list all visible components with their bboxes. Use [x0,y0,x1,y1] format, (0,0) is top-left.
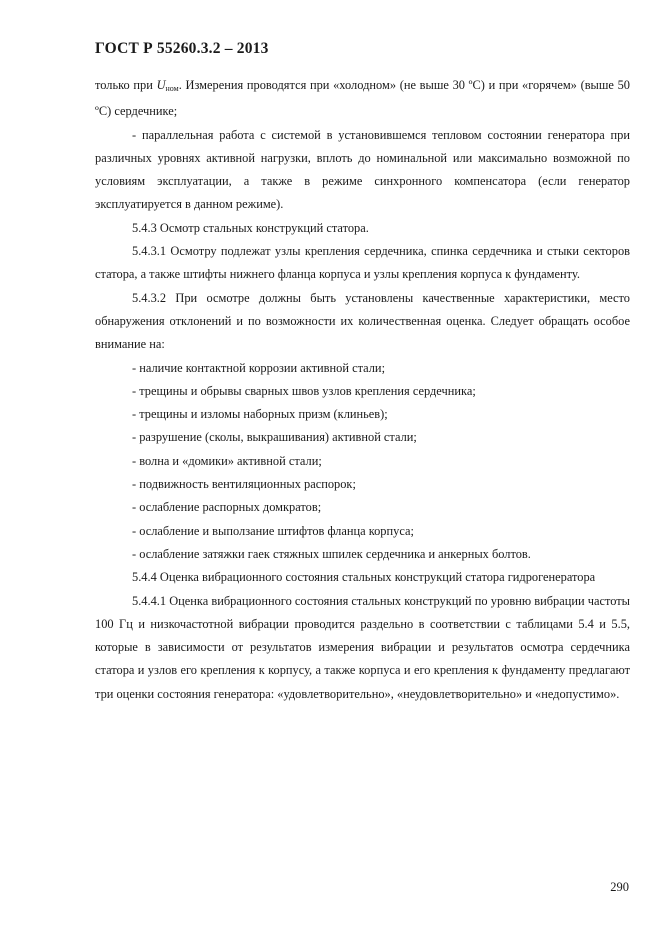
paragraph-text: только при [95,78,157,92]
list-item: - ослабление распорных домкратов; [132,500,322,515]
list-item: - ослабление затяжки гаек стяжных шпилек сердечника и анкерных болтов. [132,546,531,561]
list-item: - разрушение (сколы, выкрашивания) активной стали; [132,430,417,445]
document-header: ГОСТ Р 55260.3.2 – 2013 [95,40,269,57]
list-item: - подвижность вентиляционных распорок; [132,477,356,492]
section-heading-5-4-3: 5.4.3 Осмотр стальных конструкций статора. [132,220,369,235]
paragraph-5-4-3-1: 5.4.3.1 Осмотру подлежат узлы крепления сердечника, спинка сердечника и стыки секторов статора, а также штифты нижнего фланца корпуса и узлы крепления корпуса к фундаменту. [95,244,630,282]
voltage-symbol: U [156,78,166,92]
document-body [95,74,630,706]
list-item: - трещины и обрывы сварных швов узлов крепления сердечника; [132,383,476,398]
voltage-subscript: ном [165,84,179,93]
list-item: - наличие контактной коррозии активной стали; [132,360,386,375]
paragraph-5-4-3-2: 5.4.3.2 При осмотре должны быть установлены качественные характеристики, место обнаружения отклонений и по возможности их количественная оценка. Следует обращать особое внимание на: [95,290,630,352]
paragraph-5-4-4-1: 5.4.4.1 Оценка вибрационного состояния стальных конструкций по уровню вибрации частоты 100 Гц и низкочастотной вибрации проводится раздельно в соответствии с таблицами 5.4 и 5.5, которые в зависимости от результатов измерения вибрации и результатов осмотра сердечника статора и узлов его крепления к корпусу, а также корпуса и его крепления к фундаменту предлагают три оценки состояния генератора: «удовлетворительно», «неудовлетворительно» и «недопустимо». [95,593,630,701]
list-item: - трещины и изломы наборных призм (клиньев); [132,407,388,422]
paragraph-measurement-conditions [95,74,630,124]
list-item: - ослабление и выползание штифтов фланца корпуса; [132,523,414,538]
page-number: 290 [610,880,629,894]
paragraph-text: . Измерения проводятся при «холодном» (не выше 30 ºС) и при «горячем» (выше 50 ºС) сердечнике; [95,78,631,119]
list-item: - волна и «домики» активной стали; [132,453,322,468]
paragraph-parallel-operation: - параллельная работа с системой в установившемся тепловом состоянии генератора при различных уровнях активной нагрузки, вплоть до номинальной или максимально возможной по условиям эксплуатации, а также в режиме синхронного компенсатора (если генератор эксплуатируется в данном режиме). [95,127,630,212]
section-heading-5-4-4: 5.4.4 Оценка вибрационного состояния стальных конструкций статора гидрогенератора [132,570,596,585]
